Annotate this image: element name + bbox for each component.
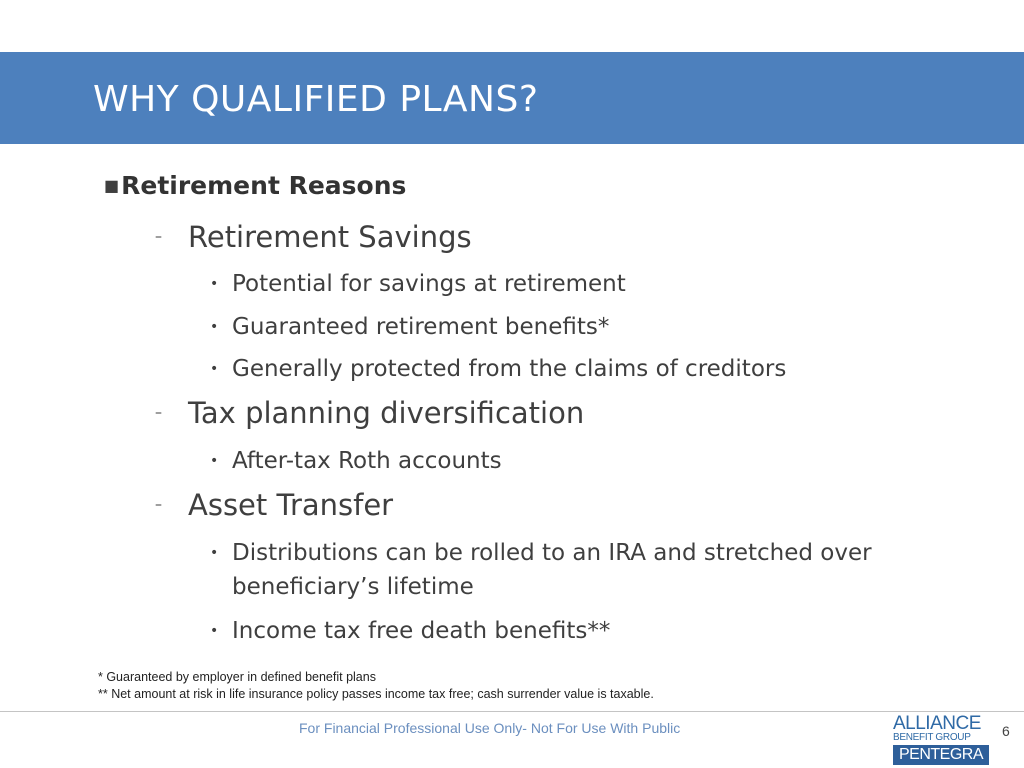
section-label: Asset Transfer [188, 488, 394, 522]
list-item [210, 536, 940, 604]
heading-retirement-reasons [104, 171, 406, 200]
section-label: Tax planning diversification [188, 396, 585, 430]
list-item-text: Income tax free death benefits** [232, 618, 611, 644]
list-item-text: Guaranteed retirement benefits* [232, 314, 610, 340]
dot-bullet-icon: • [210, 453, 219, 469]
footnote: * Guaranteed by employer in defined benefit plans [98, 670, 376, 684]
list-item [210, 310, 609, 345]
list-item-text: Distributions can be rolled to an IRA and stretched over beneficiary’s lifetime [232, 540, 872, 600]
list-item-text: Generally protected from the claims of creditors [232, 356, 787, 382]
dash-bullet-icon: – [155, 229, 162, 245]
section-retirement-savings [155, 220, 472, 254]
list-item [210, 352, 786, 387]
dot-bullet-icon: • [210, 319, 219, 335]
dot-bullet-icon: • [210, 623, 219, 639]
footer-disclaimer: For Financial Professional Use Only- Not For Use With Public [299, 720, 681, 736]
section-asset-transfer [155, 488, 393, 522]
section-tax-planning [155, 396, 584, 430]
list-item [210, 444, 502, 479]
list-item [210, 614, 610, 649]
list-item [210, 267, 626, 302]
footer-divider [0, 711, 1024, 712]
heading-text: Retirement Reasons [121, 171, 407, 200]
footnotes [98, 669, 654, 703]
dot-bullet-icon: • [210, 276, 219, 292]
logo-line-alliance: ALLIANCE [893, 713, 981, 734]
dot-bullet-icon: • [210, 361, 219, 377]
logo-line-pentegra: PENTEGRA [893, 745, 989, 765]
dash-bullet-icon: – [155, 405, 162, 421]
company-logo [893, 713, 989, 765]
section-label: Retirement Savings [188, 220, 472, 254]
square-bullet-icon: ■ [104, 176, 120, 195]
slide-title: WHY QUALIFIED PLANS? [93, 79, 539, 120]
logo-line-benefit-group: BENEFIT GROUP [893, 732, 971, 743]
dash-bullet-icon: – [155, 497, 162, 513]
footnote: ** Net amount at risk in life insurance policy passes income tax free; cash surrender value is taxable. [98, 687, 654, 701]
list-item-text: After-tax Roth accounts [232, 448, 502, 474]
list-item-text: Potential for savings at retirement [232, 271, 626, 297]
page-number: 6 [1002, 723, 1010, 739]
dot-bullet-icon: • [210, 545, 219, 561]
